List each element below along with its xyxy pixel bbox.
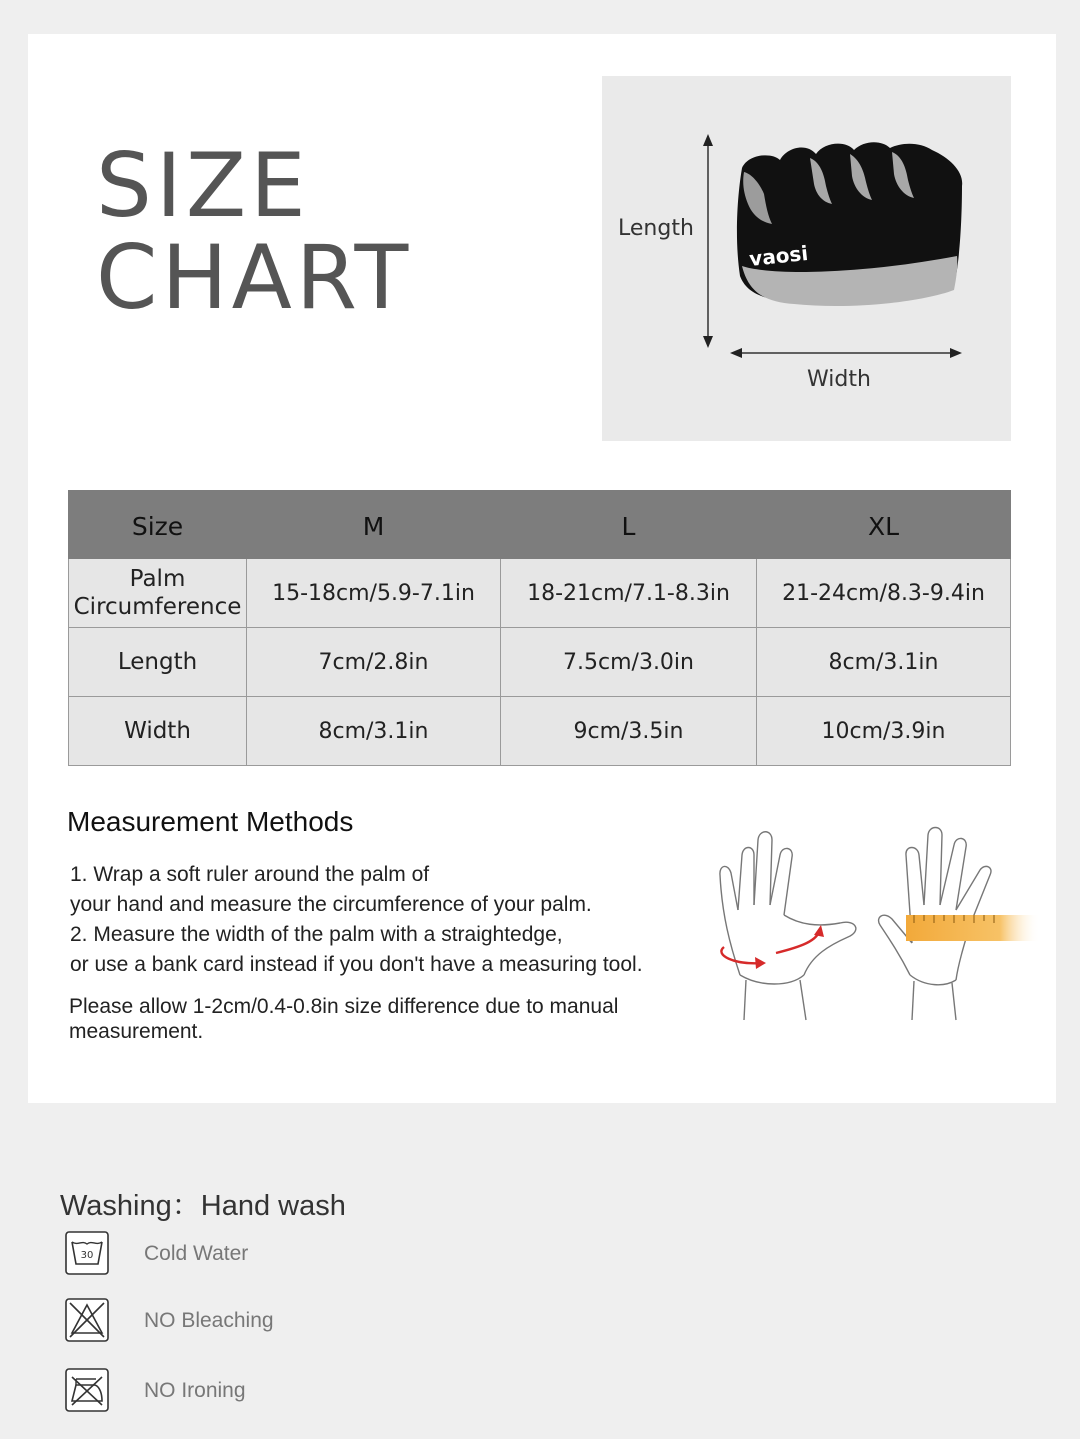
size-table	[68, 490, 1011, 766]
washing-value: Hand wash	[200, 1190, 346, 1222]
row-label-line: Circumference	[73, 594, 242, 620]
glove-brand-text: vaosi	[748, 240, 810, 271]
table-cell: 15-18cm/5.9-7.1in	[247, 559, 501, 628]
washing-title	[60, 1183, 346, 1224]
table-header-row	[69, 491, 1011, 559]
title-line-size: SIZE	[96, 134, 310, 237]
glove-image	[737, 142, 962, 306]
no-iron-icon	[64, 1367, 110, 1413]
wash-item-no-iron	[64, 1367, 464, 1415]
table-cell: 7.5cm/3.0in	[501, 628, 757, 697]
wash-item-cold-water	[64, 1230, 464, 1278]
svg-text:30: 30	[80, 1250, 94, 1261]
no-bleach-icon	[64, 1297, 110, 1343]
methods-line: your hand and measure the circumference of your palm.	[70, 893, 592, 916]
table-row	[69, 628, 1011, 697]
width-label: Width	[807, 367, 871, 392]
row-label-length: Length	[69, 628, 247, 697]
table-cell: 18-21cm/7.1-8.3in	[501, 559, 757, 628]
wash-item-no-bleach	[64, 1297, 464, 1345]
table-cell: 7cm/2.8in	[247, 628, 501, 697]
methods-note: Please allow 1-2cm/0.4-0.8in size difference due to manual measurement.	[69, 995, 619, 1043]
table-cell: 21-24cm/8.3-9.4in	[757, 559, 1011, 628]
methods-steps	[70, 860, 710, 980]
glove-diagram	[602, 76, 1011, 441]
methods-title: Measurement Methods	[67, 806, 354, 837]
row-label-line: Palm	[129, 566, 186, 592]
washing-label: Washing	[60, 1190, 172, 1222]
length-label: Length	[618, 216, 694, 241]
methods-line: 1. Wrap a soft ruler around the palm of	[70, 863, 430, 886]
row-label-width: Width	[69, 697, 247, 766]
wash-label: Cold Water	[144, 1242, 249, 1265]
header-l: L	[501, 491, 757, 559]
wash-label: NO Bleaching	[144, 1309, 274, 1332]
left-hand-icon	[720, 832, 856, 1020]
table-cell: 9cm/3.5in	[501, 697, 757, 766]
table-cell: 10cm/3.9in	[757, 697, 1011, 766]
ruler-icon	[906, 915, 1040, 941]
header-m: M	[247, 491, 501, 559]
washing-separator: ：	[171, 1190, 201, 1222]
row-label-palm	[69, 559, 247, 628]
methods-line: 2. Measure the width of the palm with a straightedge,	[70, 923, 563, 946]
table-row	[69, 559, 1011, 628]
table-cell: 8cm/3.1in	[757, 628, 1011, 697]
header-size: Size	[69, 491, 247, 559]
table-cell: 8cm/3.1in	[247, 697, 501, 766]
hand-measure-illustration	[700, 815, 1040, 1030]
methods-line: or use a bank card instead if you don't have a measuring tool.	[70, 953, 643, 976]
header-xl: XL	[757, 491, 1011, 559]
page-title	[96, 134, 413, 329]
cold-water-30-icon	[64, 1230, 110, 1276]
wash-label: NO Ironing	[144, 1379, 246, 1402]
title-line-chart: CHART	[96, 226, 413, 329]
table-row	[69, 697, 1011, 766]
